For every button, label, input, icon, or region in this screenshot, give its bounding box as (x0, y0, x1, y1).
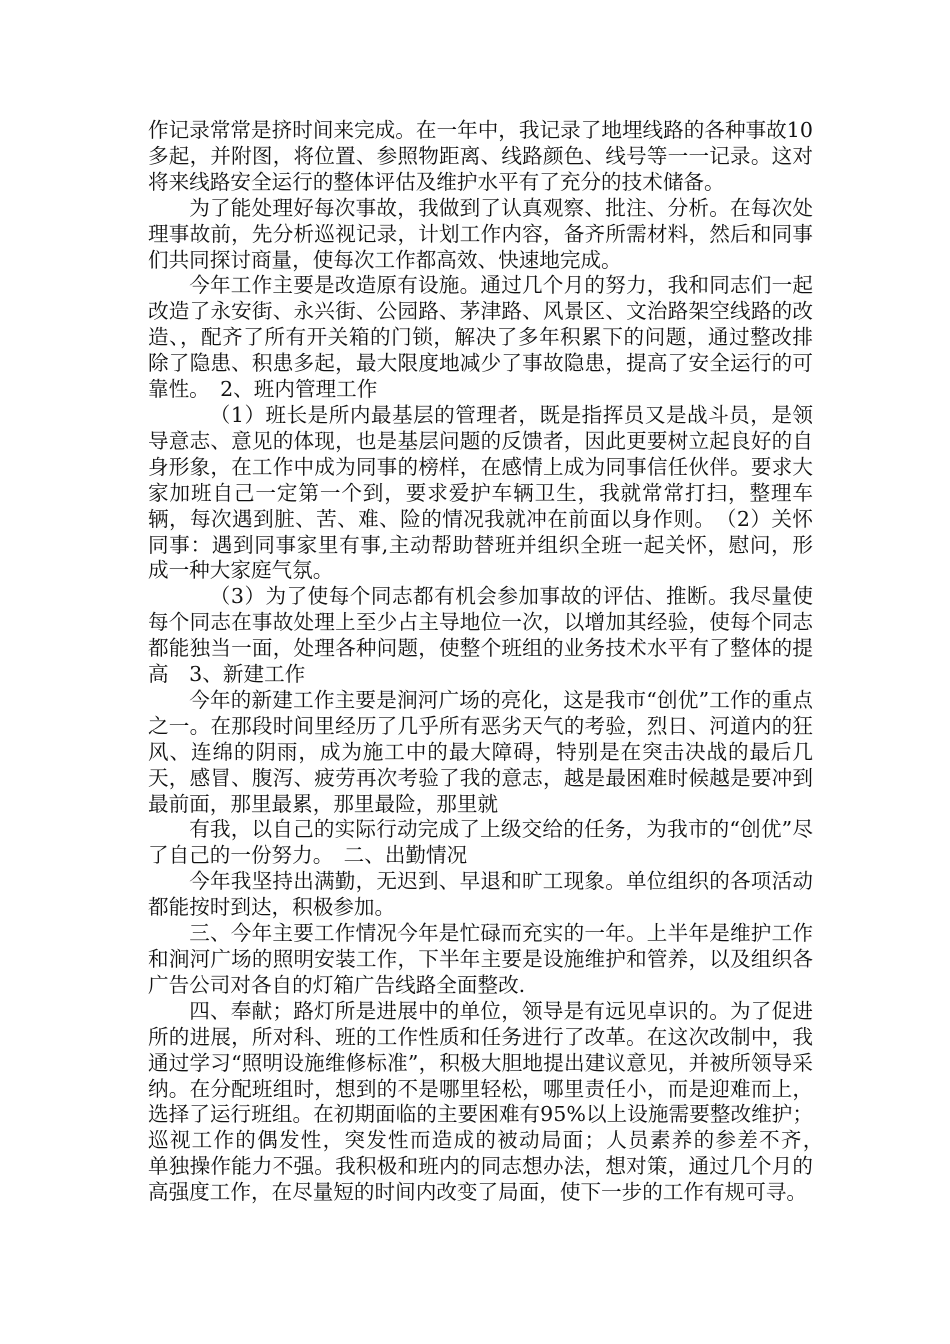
paragraph-7: 有我，以自己的实际行动完成了上级交给的任务，为我市的“创优”尽了自己的一份努力。 二、出勤情况 (148, 817, 813, 868)
body-text (148, 118, 834, 1206)
paragraph-3: 今年工作主要是改造原有设施。通过几个月的努力，我和同志们一起改造了永安街、永兴街、公园路、茅津路、风景区、文治路架空线路的改造、，配齐了所有开关箱的门锁，解决了多年积累下的问题，通过整改排除了隐患、积患多起，最大限度地减少了事故隐患，提高了安全运行的可靠性。 2、班内管理工作 (148, 273, 813, 402)
paragraph-6: 今年的新建工作主要是涧河广场的亮化，这是我市“创优”工作的重点之一。在那段时间里经历了几乎所有恶劣天气的考验，烈日、河道内的狂风、连绵的阴雨，成为施工中的最大障碍，特别是在突击决战的最后几天，感冒、腹泻、疲劳再次考验了我的意志，越是最困难时候越是要冲到最前面，那里最累，那里最险，那里就 (148, 687, 813, 816)
paragraph-1: 作记录常常是挤时间来完成。在一年中，我记录了地埋线路的各种事故10多起，并附图，将位置、参照物距离、线路颜色、线号等一一记录。这对将来线路安全运行的整体评估及维护水平有了充分的技术储备。 (148, 118, 813, 194)
paragraph-2: 为了能处理好每次事故，我做到了认真观察、批注、分析。在每次处理事故前，先分析巡视记录，计划工作内容，备齐所需材料，然后和同事们共同探讨商量，使每次工作都高效、快速地完成。 (148, 195, 813, 272)
paragraph-10: 四、奉献；路灯所是进展中的单位，领导是有远见卓识的。为了促进所的进展，所对科、班的工作性质和任务进行了改革。在这次改制中，我通过学习“照明设施维修标准”，积极大胆地提出建议意见，并被所领导采纳。在分配班组时，想到的不是哪里轻松，哪里责任小，而是迎难而上，选择了运行班组。在初期面临的主要困难有95%以上设施需要整改维护；巡视工作的偶发性，突发性而造成的被动局面；人员素养的参差不齐， 单独操作能力不强。我积极和班内的同志想办法，想对策，通过几个月的高强度工作，在尽量短的时间内改变了局面，使下一步的工作有规可寻。 (148, 998, 834, 1205)
paragraph-5: （3）为了使每个同志都有机会参加事故的评估、推断。我尽量使每个同志在事故处理上至少占主导地位一次，以增加其经验，使每个同志都能独当一面，处理各种问题，使整个班组的业务技术水平有了整体的提高 3、新建工作 (148, 584, 813, 687)
paragraph-9: 三、今年主要工作情况今年是忙碌而充实的一年。上半年是维护工作和涧河广场的照明安装工作，下半年主要是设施维护和管养，以及组织各广告公司对各自的灯箱广告线路全面整改. (148, 921, 813, 997)
paragraph-4: （1）班长是所内最基层的管理者，既是指挥员又是战斗员，是领导意志、意见的体现，也是基层问题的反馈者，因此更要树立起良好的自身形象，在工作中成为同事的榜样，在感情上成为同事信任伙伴。要求大家加班自己一定第一个到，要求爱护车辆卫生，我就常常打扫，整理车辆，每次遇到脏、苦、难、险的情况我就冲在前面以身作则。 （2）关怀同事：遇到同事家里有事,主动帮助替班并组织全班一起关怀，慰问，形成一种大家庭气氛。 (148, 402, 813, 583)
paragraph-8: 今年我坚持出满勤，无迟到、早退和旷工现象。单位组织的各项活动都能按时到达，积极参加。 (148, 869, 813, 920)
